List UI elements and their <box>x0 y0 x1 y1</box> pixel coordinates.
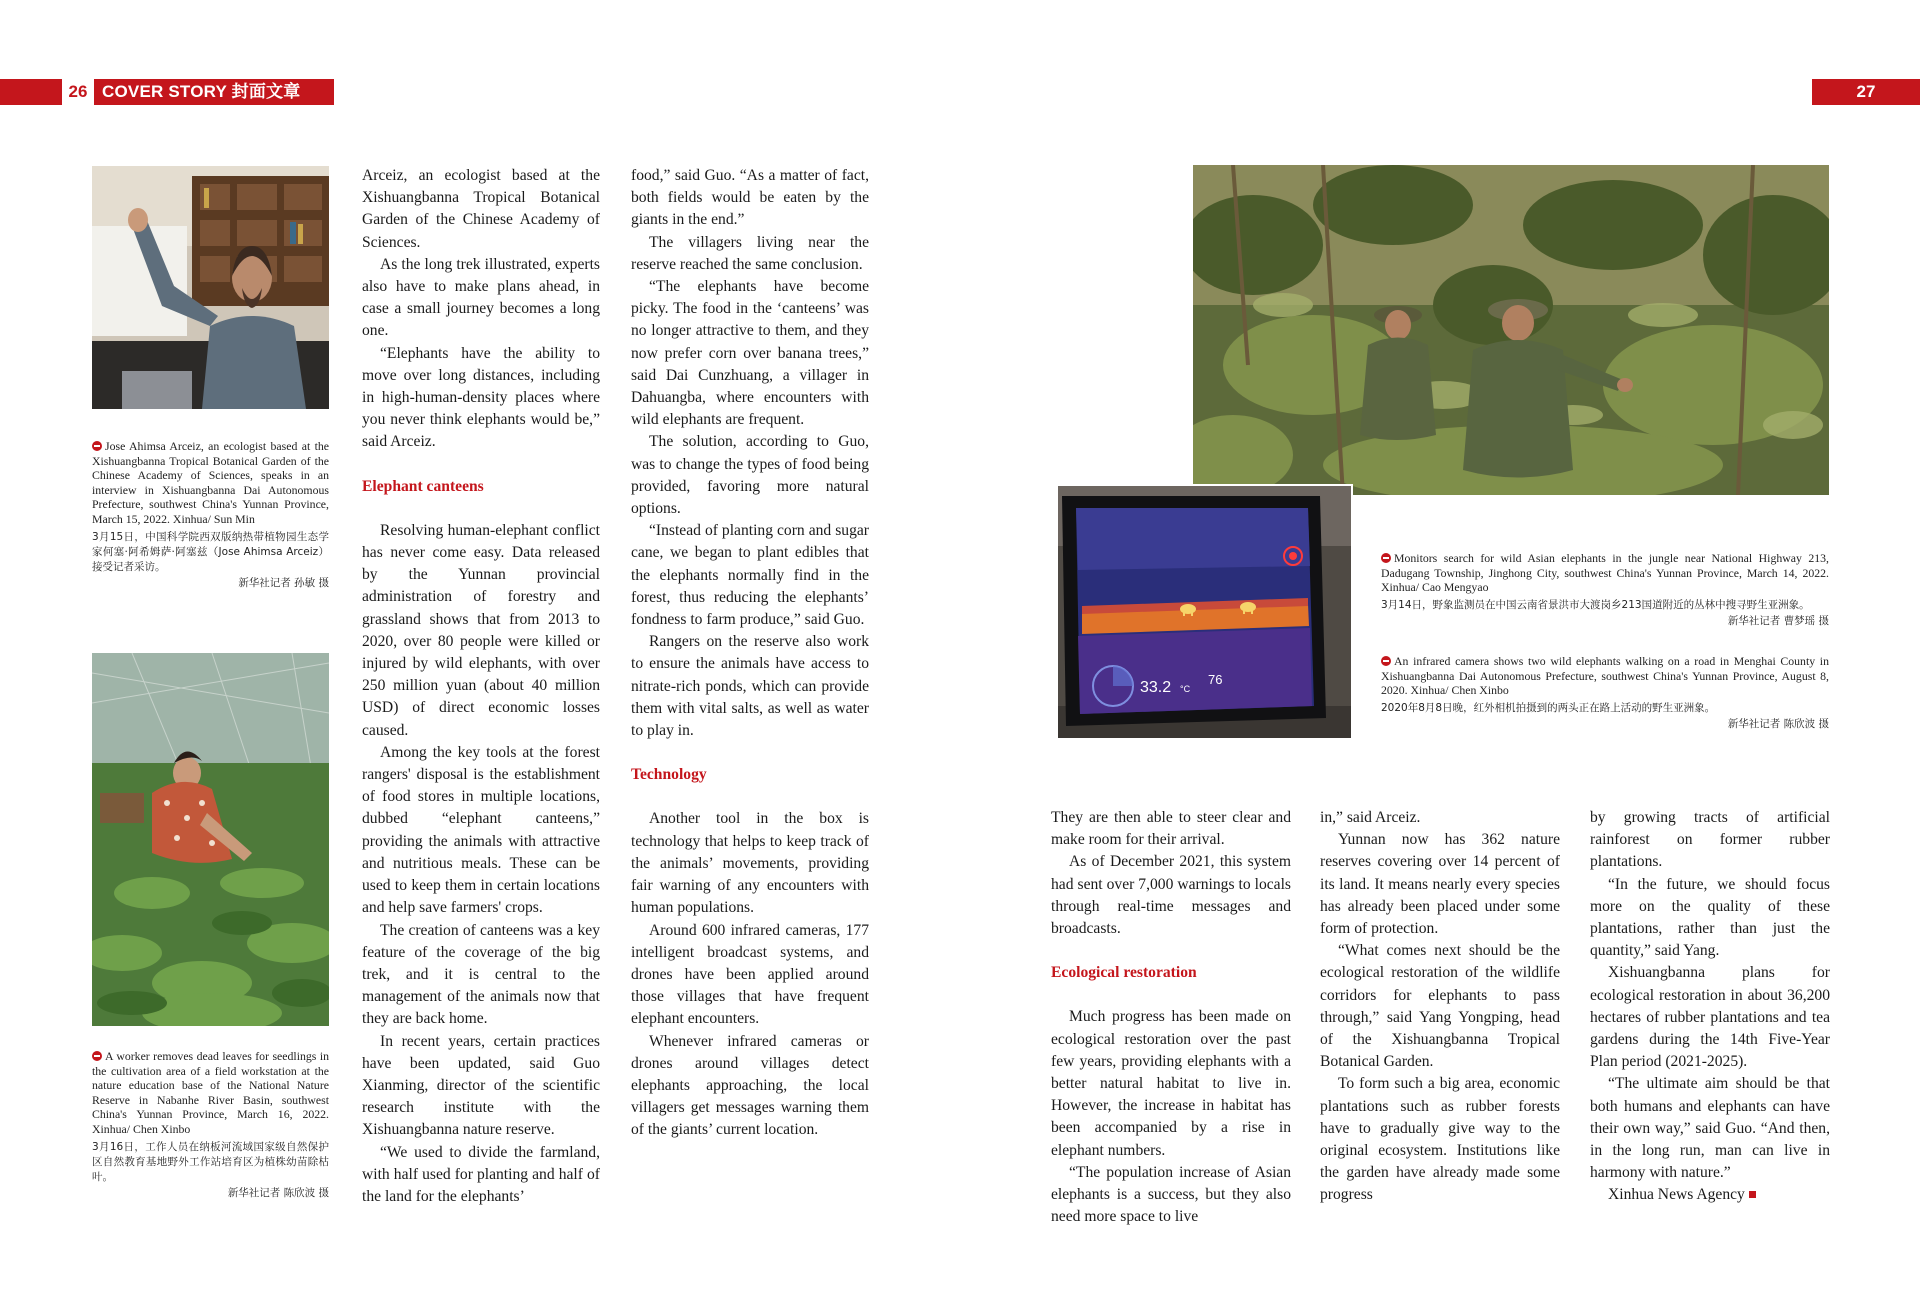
caption-infrared-cn: 2020年8月8日晚，红外相机拍摄到的两头正在路上活动的野生亚洲象。 <box>1381 701 1716 714</box>
subheading-ecological-restoration: Ecological restoration <box>1051 964 1197 982</box>
infrared-temp-unit: °C <box>1180 684 1191 694</box>
caption-worker-cn: 3月16日，工作人员在纳板河流域国家级自然保护区自然教育基地野外工作站培育区为植株幼苗除枯叶。 <box>92 1140 329 1183</box>
paragraph: “What comes next should be the ecological restoration of the wildlife corridors for elephants to pass through,” said Yang Yongping, head of the Xishuangbanna Tropical Botanical Garden. <box>1320 942 1560 1071</box>
caption-bullet-icon <box>1381 656 1391 666</box>
infrared-zoom-readout: 76 <box>1208 672 1223 687</box>
caption-monitors-credit: 新华社记者 曹梦瑶 摄 <box>1727 614 1829 627</box>
caption-infrared-credit: 新华社记者 陈欣波 摄 <box>1727 717 1829 730</box>
article-column-5 <box>1590 807 1830 1207</box>
paragraph: “Elephants have the ability to move over long distances, including in high-human-density places where you never think elephants would be,” said Arceiz. <box>362 344 600 451</box>
caption-bullet-icon <box>1381 553 1391 563</box>
caption-monitors-cn: 3月14日，野象监测员在中国云南省景洪市大渡岗乡213国道附近的丛林中搜寻野生亚洲象。 <box>1381 598 1810 611</box>
paragraph: Yunnan now has 362 nature reserves covering over 14 percent of its land. It means nearly every species has already been placed under some form of protection. <box>1320 831 1560 938</box>
paragraph: The villagers living near the reserve reached the same conclusion. <box>631 233 869 273</box>
article-column-3 <box>1051 807 1291 1228</box>
caption-ecologist-en: Jose Ahimsa Arceiz, an ecologist based at the Xishuangbanna Tropical Botanical Garden of the Chinese Academy of Sciences, speaks in an interview in Xishuangbanna Dai Autonomous Prefecture, southwest China's Yunnan Province, March 15, 2022. Xinhua/ Sun Min <box>92 439 329 526</box>
paragraph: Around 600 infrared cameras, 177 intelligent broadcast systems, and drones have been applied around those villages that have frequent elephant encounters. <box>631 921 869 1028</box>
paragraph: As the long trek illustrated, experts also have to make plans ahead, in case a small journey becomes a long one. <box>362 255 600 340</box>
section-label: COVER STORY 封面文章 <box>102 82 301 101</box>
caption-bullet-icon <box>92 1051 102 1061</box>
infrared-temp-readout: 33.2 <box>1140 679 1172 696</box>
paragraph: “The population increase of Asian elephants is a success, but they also need more space to live <box>1051 1163 1291 1226</box>
paragraph: In recent years, certain practices have been updated, said Guo Xianming, director of the scientific research institute with the Xishuangbanna nature reserve. <box>362 1032 600 1139</box>
paragraph: “In the future, we should focus more on the quality of these plantations, rather than just the quantity,” said Yang. <box>1590 875 1830 960</box>
paragraph: “The elephants have become picky. The food in the ‘canteens’ was no longer attractive to them, and they now prefer corn over banana trees,” said Dai Cunzhuang, a villager in Dahuangba, where encounters with wild elephants are frequent. <box>631 278 869 429</box>
subheading-elephant-canteens: Elephant canteens <box>362 477 484 495</box>
caption-ecologist <box>92 439 329 591</box>
caption-ecologist-cn: 3月15日，中国科学院西双版纳热带植物园生态学家何塞·阿希姆萨·阿塞兹（Jose Ahimsa Arceiz）接受记者采访。 <box>92 530 329 573</box>
paragraph: They are then able to steer clear and make room for their arrival. <box>1051 809 1291 849</box>
paragraph: Among the key tools at the forest rangers' disposal is the establishment of food stores in multiple locations, dubbed “elephant canteens,” providing the animals with attractive and nutritious meals. These can be used to keep them in certain locations and help save farmers' crops. <box>362 743 600 917</box>
paragraph: Another tool in the box is technology that helps to keep track of the animals’ movements, providing fair warning of any encounters with human populations. <box>631 810 869 917</box>
paragraph: Xishuangbanna plans for ecological restoration in about 36,200 hectares of rubber plantations and tea gardens during the 14th Five-Year Plan period (2021-2025). <box>1590 964 1830 1071</box>
article-column-2 <box>631 165 869 1142</box>
photo-monitors-jungle <box>1193 165 1829 495</box>
paragraph: The creation of canteens was a key feature of the coverage of the big trek, and it is central to the management of the animals now that they are back home. <box>362 921 600 1028</box>
paragraph: “We used to divide the farmland, with half used for planting and half of the land for the elephants’ <box>362 1143 600 1205</box>
left-page-header-band <box>0 79 334 105</box>
paragraph: The solution, according to Guo, was to change the types of food being provided, favoring more natural options. <box>631 433 869 518</box>
caption-worker-en: A worker removes dead leaves for seedlings in the cultivation area of a field workstation at the nature education base of the National Nature Reserve in Nabanhe River Basin, southwest China's Yunnan Province, March 16, 2022. Xinhua/ Chen Xinbo <box>92 1049 329 1136</box>
photo-infrared-tablet <box>1056 484 1353 740</box>
paragraph: Whenever infrared cameras or drones around villages detect elephants approaching, the local villagers get messages warning them of the giants’ current location. <box>631 1032 869 1139</box>
paragraph: in,” said Arceiz. <box>1320 809 1421 826</box>
paragraph: Arceiz, an ecologist based at the Xishuangbanna Tropical Botanical Garden of the Chinese Academy of Sciences. <box>362 167 600 251</box>
photo-worker-seedlings <box>92 653 329 1026</box>
paragraph: Resolving human-elephant conflict has never come easy. Data released by the Yunnan provincial administration of forestry and grassland shows that from 2013 to 2020, over 80 people were killed or injured by wild elephants, with over 250 million yuan (about 40 million USD) of direct economic losses caused. <box>362 521 600 739</box>
caption-monitors <box>1381 551 1829 629</box>
caption-ecologist-credit: 新华社记者 孙敏 摄 <box>238 576 329 589</box>
caption-infrared-en: An infrared camera shows two wild elephants walking on a road in Menghai County in Xishuangbanna Dai Autonomous Prefecture, southwest China's Yunnan Province, August 8, 2020. Xinhua/ Chen Xinbo <box>1381 654 1829 698</box>
subheading-technology: Technology <box>631 766 707 784</box>
paragraph: by growing tracts of artificial rainforest on former rubber plantations. <box>1590 809 1830 871</box>
signoff <box>1590 1184 1830 1206</box>
paragraph: “Instead of planting corn and sugar cane, we began to plant edibles that the elephants normally find in the forest, thus reducing the elephants’ fondness to farm produce,” said Guo. <box>631 522 869 629</box>
paragraph: “The ultimate aim should be that both humans and elephants can have their own way,” said Guo. “And then, in the long run, man can live in harmony with nature.” <box>1590 1075 1830 1182</box>
right-page-number: 27 <box>1812 79 1920 105</box>
paragraph: food,” said Guo. “As a matter of fact, both fields would be eaten by the giants in the end.” <box>631 167 869 229</box>
caption-bullet-icon <box>92 441 102 451</box>
paragraph: Much progress has been made on ecological restoration over the past few years, providing elephants with a better natural habitat to live in. However, the increase in habitat has been accompanied by a rise in elephant numbers. <box>1051 1008 1291 1159</box>
caption-infrared <box>1381 654 1829 732</box>
end-mark-icon <box>1749 1191 1756 1198</box>
photo-ecologist-interview <box>92 166 329 409</box>
signoff-text: Xinhua News Agency <box>1608 1186 1745 1204</box>
article-column-4 <box>1320 807 1560 1207</box>
paragraph: Rangers on the reserve also work to ensure the animals have access to nitrate-rich ponds, which can provide them with vital salts, as well as water to play in. <box>631 633 869 740</box>
caption-worker <box>92 1049 329 1201</box>
left-page-number: 26 <box>62 79 94 105</box>
paragraph: As of December 2021, this system had sent over 7,000 warnings to locals through real-time messages and broadcasts. <box>1051 853 1291 938</box>
caption-worker-credit: 新华社记者 陈欣波 摄 <box>227 1186 329 1199</box>
caption-monitors-en: Monitors search for wild Asian elephants in the jungle near National Highway 213, Dadugang Township, Jinghong City, southwest China's Yunnan Province, March 14, 2022. Xinhua/ Cao Mengyao <box>1381 551 1829 595</box>
article-column-1 <box>362 165 600 1208</box>
paragraph: To form such a big area, economic plantations such as rubber forests have to gradually give way to the original ecosystem. Institutions like the garden have already made some progress <box>1320 1075 1560 1204</box>
